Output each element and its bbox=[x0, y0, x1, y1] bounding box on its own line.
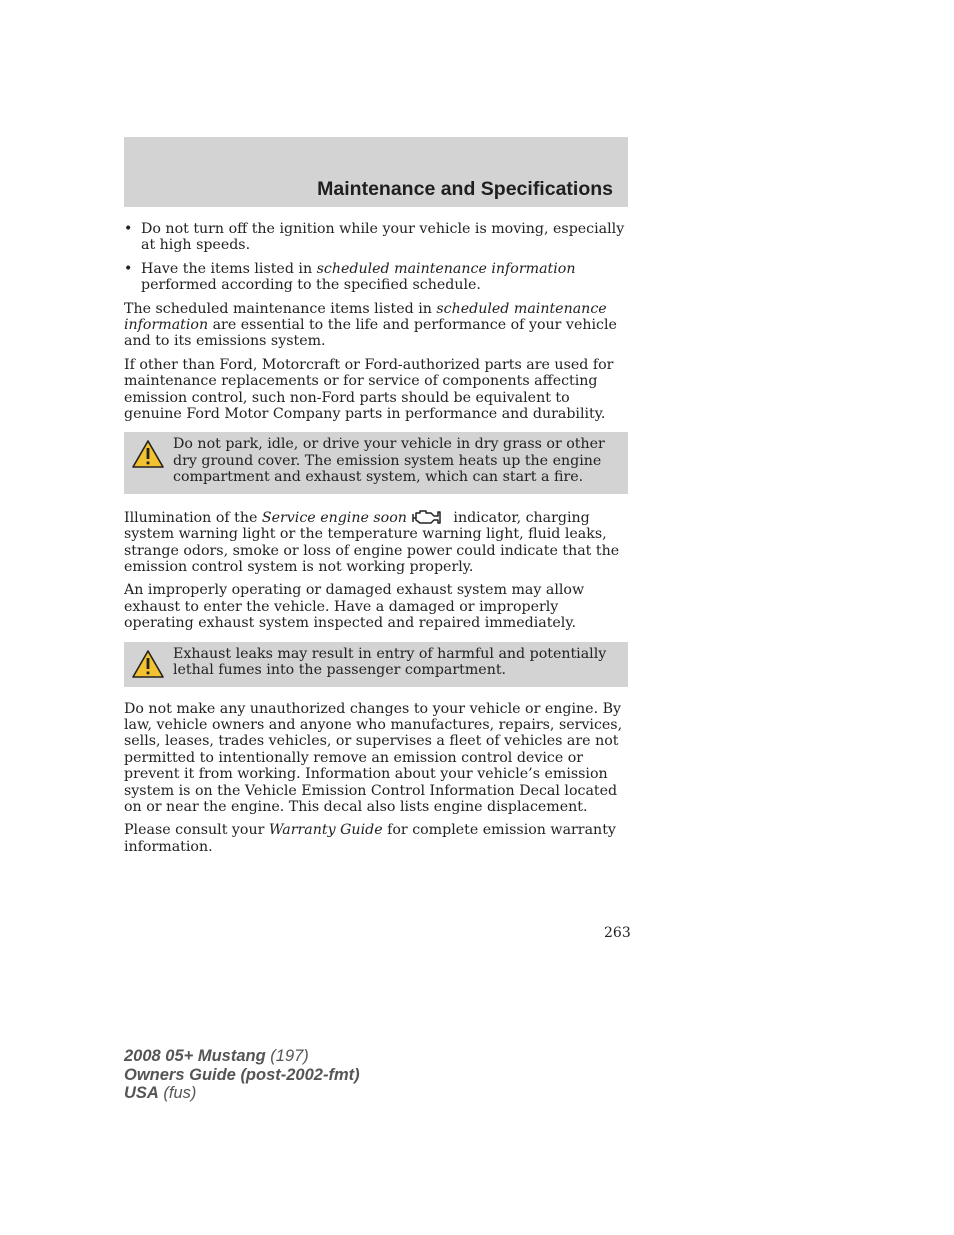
bullet-text-emphasis: scheduled maintenance information bbox=[316, 260, 576, 277]
paragraph-unauthorized-changes: Do not make any unauthorized changes to your vehicle or engine. By law, vehicle owners and anyone who manufactures, repairs, services, sells, leases, trades vehicles, or supervises a fleet of vehicles are not permitted to intentionally remove an emission control device or prevent it from working. Information about your vehicle’s emission system is on the Vehicle Emission Control Information Decal located on or near the engine. This decal also lists engine displacement. bbox=[124, 700, 623, 815]
para-emphasis: Warranty Guide bbox=[268, 822, 383, 839]
document-footer bbox=[124, 1047, 360, 1103]
paragraph-exhaust-system: An improperly operating or damaged exhaust system may allow exhaust to enter the vehicle. Have a damaged or improperly operating exhaust system inspected and repaired immediately. bbox=[124, 582, 585, 632]
paragraph-warranty bbox=[124, 822, 628, 855]
warning-box-fire bbox=[124, 432, 628, 493]
footer-guide-name: Owners Guide (post-2002-fmt) bbox=[124, 1065, 360, 1084]
bullet-item bbox=[124, 261, 628, 294]
warning-triangle-icon bbox=[131, 649, 165, 679]
para-emphasis: scheduled maintenance information bbox=[124, 300, 607, 334]
section-title: Maintenance and Specifications bbox=[317, 178, 613, 200]
footer-line-3 bbox=[124, 1084, 360, 1103]
footer-line-1 bbox=[124, 1047, 360, 1066]
paragraph-service-engine-soon bbox=[124, 508, 628, 576]
footer-model-code: (197) bbox=[265, 1047, 309, 1065]
para-text: indicator, charging system warning light or the temperature warning light, fluid leaks, strange odors, smoke or loss of engine power could indicate that the emission control system is not working properly. bbox=[124, 509, 620, 575]
warning-box-exhaust bbox=[124, 642, 628, 687]
para-emphasis: Service engine soon bbox=[261, 509, 407, 526]
footer-market: USA bbox=[124, 1084, 159, 1102]
warning-text: Do not park, idle, or drive your vehicle in dry grass or other dry ground cover. The emission system heats up the engine compartment and exhaust system, which can start a fire. bbox=[173, 436, 605, 486]
check-engine-icon bbox=[409, 508, 443, 526]
warning-text: Exhaust leaks may result in entry of harmful and potentially lethal fumes into the passenger compartment. bbox=[173, 645, 607, 678]
footer-market-code: (fus) bbox=[158, 1084, 197, 1102]
para-text: for complete emission warranty information. bbox=[124, 822, 616, 855]
para-text: are essential to the life and performance of your vehicle and to its emissions system. bbox=[124, 317, 617, 350]
page-content bbox=[124, 221, 628, 862]
bullet-dot: • bbox=[124, 221, 133, 237]
para-text: Please consult your bbox=[124, 822, 269, 839]
footer-model: 2008 05+ Mustang bbox=[124, 1047, 266, 1065]
section-header-band bbox=[124, 137, 628, 207]
bullet-text: Do not turn off the ignition while your vehicle is moving, especially at high speeds. bbox=[141, 221, 625, 254]
bullet-text-post: performed according to the specified schedule. bbox=[141, 277, 481, 294]
footer-line-2 bbox=[124, 1066, 360, 1085]
paragraph-scheduled-maintenance bbox=[124, 301, 628, 350]
paragraph-replacement-parts: If other than Ford, Motorcraft or Ford-authorized parts are used for maintenance replacements or for service of components affecting emission control, such non-Ford parts should be equivalent to genuine Ford Motor Company parts in performance and durability. bbox=[124, 356, 614, 423]
para-text: The scheduled maintenance items listed in bbox=[124, 300, 437, 317]
bullet-dot: • bbox=[124, 260, 133, 277]
bullet-text-pre: Have the items listed in bbox=[141, 260, 317, 277]
para-text: Illumination of the bbox=[124, 509, 262, 526]
page-number: 263 bbox=[604, 925, 631, 941]
bullet-item bbox=[124, 221, 628, 254]
warning-triangle-icon bbox=[131, 439, 165, 469]
